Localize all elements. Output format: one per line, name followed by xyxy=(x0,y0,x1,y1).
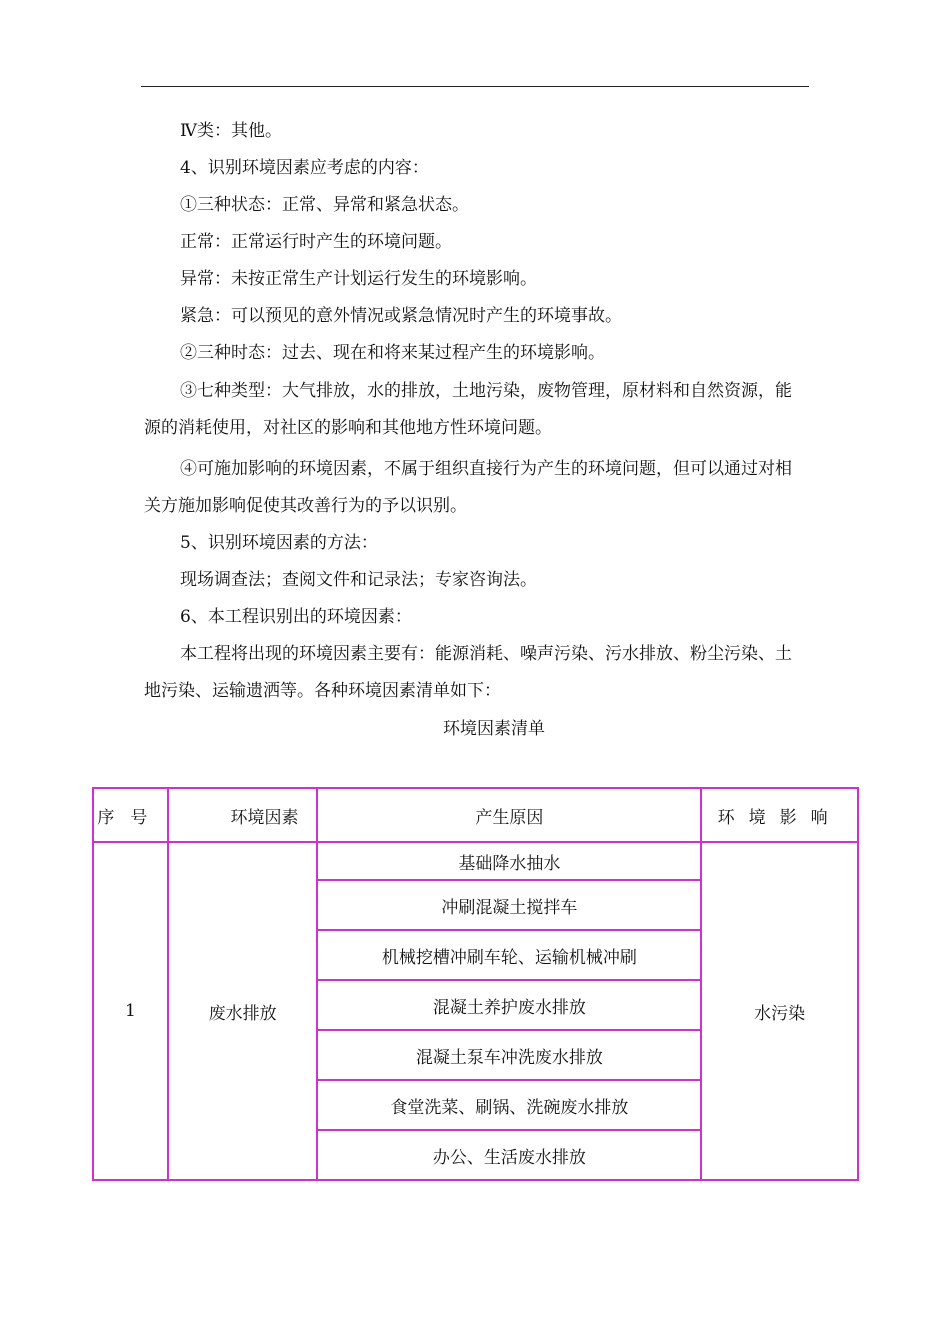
paragraph: 本工程将出现的环境因素主要有：能源消耗、噪声污染、污水排放、粉尘污染、土地污染、运输遗洒等。各种环境因素清单如下： xyxy=(144,644,792,701)
paragraph: ③七种类型：大气排放，水的排放，土地污染，废物管理，原材料和自然资源，能源的消耗使用，对社区的影响和其他地方性环境问题。 xyxy=(144,381,792,438)
paragraph: 异常：未按正常生产计划运行发生的环境影响。 xyxy=(180,269,537,289)
cell-impact: 水污染 xyxy=(701,842,858,1180)
cell-cause: 机械挖槽冲刷车轮、运输机械冲刷 xyxy=(317,930,701,980)
cell-cause: 混凝土泵车冲洗废水排放 xyxy=(317,1030,701,1080)
cell-factor: 废水排放 xyxy=(168,842,318,1180)
table-row xyxy=(93,842,858,880)
paragraph: Ⅳ类：其他。 xyxy=(180,121,282,141)
header-factor: 环境因素 xyxy=(168,788,318,842)
paragraph: ①三种状态：正常、异常和紧急状态。 xyxy=(180,195,469,215)
header-no: 序号 xyxy=(93,788,168,842)
paragraph: ②三种时态：过去、现在和将来某过程产生的环境影响。 xyxy=(180,343,605,363)
paragraph: ④可施加影响的环境因素，不属于组织直接行为产生的环境问题，但可以通过对相关方施加影响促使其改善行为的予以识别。 xyxy=(144,459,792,516)
header-rule xyxy=(141,86,809,87)
cell-cause: 基础降水抽水 xyxy=(317,842,701,880)
cell-cause: 食堂洗菜、刷锅、洗碗废水排放 xyxy=(317,1080,701,1130)
header-cause: 产生原因 xyxy=(317,788,701,842)
header-impact: 环境影响 xyxy=(701,788,858,842)
paragraph: 5、识别环境因素的方法： xyxy=(180,533,378,553)
environment-factor-table xyxy=(92,787,859,1181)
cell-cause: 冲刷混凝土搅拌车 xyxy=(317,880,701,930)
paragraph: 正常：正常运行时产生的环境问题。 xyxy=(180,232,452,252)
cell-cause: 混凝土养护废水排放 xyxy=(317,980,701,1030)
paragraph: 紧急：可以预见的意外情况或紧急情况时产生的环境事故。 xyxy=(180,306,622,326)
table-title: 环境因素清单 xyxy=(443,719,545,739)
cell-no: 1 xyxy=(93,842,168,1180)
paragraph: 4、识别环境因素应考虑的内容： xyxy=(180,158,429,178)
table-header-row xyxy=(93,788,858,842)
paragraph: 6、本工程识别出的环境因素： xyxy=(180,607,412,627)
paragraph: 现场调查法；查阅文件和记录法；专家咨询法。 xyxy=(180,570,537,590)
cell-cause: 办公、生活废水排放 xyxy=(317,1130,701,1180)
